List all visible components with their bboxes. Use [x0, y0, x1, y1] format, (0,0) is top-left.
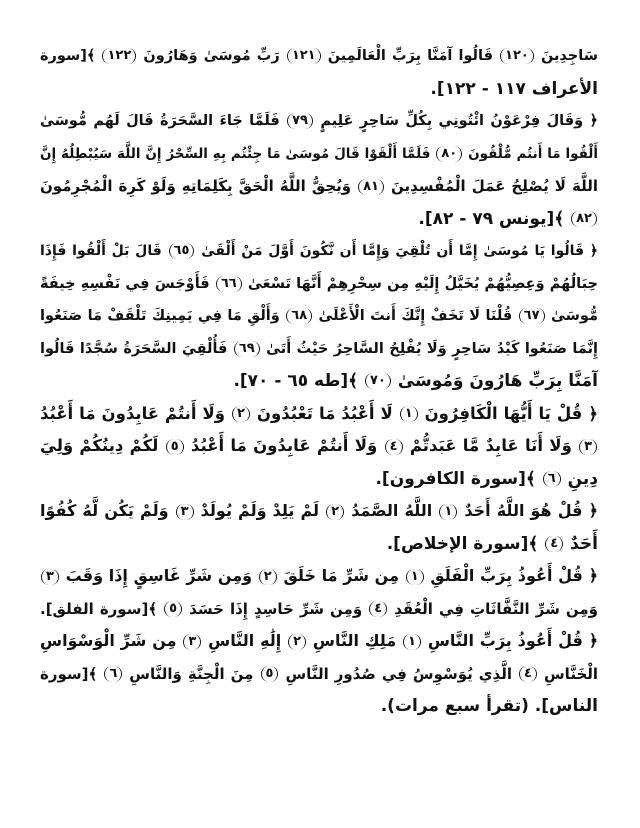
- verse-number-marker: ٦٧: [519, 308, 545, 324]
- verse-number-marker: ٣: [176, 504, 194, 520]
- verse-text: فَلَمَّا أَلْقَوْا قَالَ مُوسَىٰ مَا جِئْتُم بِهِ السِّحْرُ إِنَّ اللَّهَ سَيُبْطِلُهُ إِنَّ: [40, 145, 431, 162]
- verse-text: الَّذِي يُوَسْوِسُ فِي صُدُورِ النَّاسِ: [285, 664, 512, 683]
- verse-text: اللَّهُ الصَّمَدُ: [351, 501, 433, 520]
- text-line: [40, 268, 598, 301]
- text-line: [40, 560, 598, 593]
- verse-text: حِبَالُهُمْ وَعِصِيُّهُمْ يُخَيَّلُ إِلَيْهِ مِن سِحْرِهِمْ أَنَّهَا تَسْعَىٰ: [247, 275, 598, 292]
- text-line: [40, 170, 598, 203]
- verse-number-marker: ٥: [261, 666, 279, 682]
- text-line: [40, 105, 598, 138]
- verse-text: فَأَوْجَسَ فِي نَفْسِهِ خِيفَةً: [40, 275, 210, 292]
- text-line: [40, 398, 598, 431]
- verse-text: دِينِ: [567, 468, 598, 489]
- verse-number-marker: ٢: [232, 406, 250, 422]
- verse-number-marker: ٦٩: [234, 341, 260, 357]
- verse-number-marker: ٤: [545, 536, 563, 552]
- verse-text: ﴿ قَالُوا يَا مُوسَىٰ إِمَّا أَن تُلْقِيَ وَإِمَّا أَن نَّكُونَ أَوَّلَ مَنْ أَلْقَىٰ: [201, 243, 599, 259]
- verse-number-marker: ٤: [519, 666, 537, 682]
- verse-number-marker: ٦٨: [286, 308, 312, 324]
- text-line: [40, 333, 598, 366]
- verse-text: اللَّهَ لَا يُصْلِحُ عَمَلَ الْمُفْسِدِينَ: [391, 177, 598, 195]
- verse-number-marker: ١: [403, 634, 421, 650]
- verse-text: وَمِن شَرِّ حَاسِدٍ إِذَا حَسَدَ: [189, 599, 363, 618]
- verse-number-marker: ٨٢: [571, 211, 597, 227]
- verse-number-marker: ١: [439, 504, 457, 520]
- verse-text: مُّوسَىٰ: [550, 308, 598, 324]
- verse-text: مِن شَرِّ الْوَسْوَاسِ: [40, 631, 177, 650]
- text-line: [40, 73, 598, 106]
- verse-text: ﴿ قُلْ أَعُوذُ بِرَبِّ الْفَلَقِ: [430, 566, 598, 585]
- text-line: [40, 690, 598, 723]
- verse-text: ﴾[سورة الإخلاص].: [386, 533, 539, 554]
- verse-text: وَلَا أَنَا عَابِدٌ مَّا عَبَدتُّمْ: [409, 436, 572, 455]
- verse-number-marker: ٨٠: [436, 146, 462, 162]
- verse-number-marker: ١٢٢: [102, 48, 136, 64]
- text-line: [40, 40, 598, 73]
- verse-number-marker: ٢: [259, 569, 277, 585]
- verse-number-marker: ٧٠: [365, 373, 391, 389]
- verse-text: ﴾[طه ٦٥ - ٧٠].: [233, 371, 359, 391]
- verse-text: ﴾[يونس ٧٩ - ٨٢].: [418, 208, 565, 229]
- verse-number-marker: ١: [400, 406, 418, 422]
- verse-number-marker: ٢: [326, 504, 344, 520]
- verse-text: أَلْقُوا مَا أَنتُم مُّلْقُونَ: [468, 145, 599, 162]
- verse-number-marker: ٥: [166, 439, 184, 455]
- verse-number-marker: ٤: [385, 439, 403, 455]
- verse-text: وَأَلْقِ مَا فِي يَمِينِكَ تَلْقَفْ مَا صَنَعُوا: [40, 308, 280, 324]
- verse-text: إِلَٰهِ النَّاسِ: [208, 631, 282, 650]
- verse-text: مِن شَرِّ مَا خَلَقَ: [283, 566, 399, 585]
- verse-text: ﴾[سورة الكافرون].: [375, 468, 536, 489]
- verse-number-marker: ٦٦: [216, 276, 242, 292]
- text-line: [40, 203, 598, 236]
- text-line: [40, 365, 598, 398]
- text-line: [40, 625, 598, 658]
- verse-text: لَمْ يَلِدْ وَلَمْ يُولَدْ: [200, 501, 320, 520]
- verse-number-marker: ١: [406, 569, 424, 585]
- text-line: [40, 235, 598, 268]
- verse-text: أَحَدٌ: [570, 533, 598, 554]
- text-line: [40, 658, 598, 691]
- verse-text: وَمِن شَرِّ النَّفَّاثَاتِ فِي الْعُقَدِ: [394, 599, 598, 618]
- verse-text: لَا أَعْبُدُ مَا تَعْبُدُونَ: [256, 403, 393, 423]
- verse-text: ﴿ وَقَالَ فِرْعَوْنُ ائْتُونِي بِكُلِّ سَاحِرٍ عَلِيمٍ: [320, 113, 598, 129]
- verse-text: الْخَنَّاسِ: [543, 664, 599, 683]
- verse-number-marker: ٢: [288, 634, 306, 650]
- verse-text: ﴾[سورة الفلق].: [40, 599, 158, 618]
- verse-number-marker: ٧٩: [287, 113, 313, 129]
- verse-text: سَاجِدِينَ: [540, 48, 598, 64]
- verse-text: الناس]. (تقرأ سبع مرات).: [380, 696, 598, 716]
- verse-number-marker: ١٢٠: [500, 48, 534, 64]
- verse-number-marker: ٣: [183, 634, 201, 650]
- verse-text: رَبِّ مُوسَىٰ وَهَارُونَ: [143, 48, 280, 64]
- text-line: [40, 300, 598, 333]
- text-line: [40, 593, 598, 626]
- verse-text: آمَنَّا بِرَبِّ هَارُونَ وَمُوسَىٰ: [397, 371, 598, 391]
- verse-text: إِنَّمَا صَنَعُوا كَيْدُ سَاحِرٍ وَلَا يُفْلِحُ السَّاحِرُ حَيْثُ أَتَىٰ: [266, 340, 598, 357]
- verse-number-marker: ٣: [579, 439, 597, 455]
- verse-text: فَأُلْقِيَ السَّحَرَةُ سُجَّدًا قَالُوا: [40, 340, 228, 357]
- text-block: [40, 40, 598, 723]
- verse-text: ﴾[سورة: [40, 664, 98, 683]
- text-line: [40, 495, 598, 528]
- text-line: [40, 528, 598, 561]
- verse-text: قَالُوا آمَنَّا بِرَبِّ الْعَالَمِينَ: [327, 48, 493, 64]
- verse-text: لَكُمْ دِينُكُمْ وَلِيَ: [40, 436, 159, 455]
- verse-text: وَلَمْ يَكُن لَّهُ كُفُوًا: [40, 501, 169, 520]
- verse-text: وَمِن شَرِّ غَاسِقٍ إِذَا وَقَبَ: [65, 566, 253, 585]
- verse-number-marker: ٨١: [358, 179, 384, 195]
- verse-text: مِنَ الْجِنَّةِ وَالنَّاسِ: [129, 664, 254, 683]
- verse-number-marker: ٦: [104, 666, 122, 682]
- verse-number-marker: ٥: [164, 601, 182, 617]
- verse-number-marker: ٦: [543, 471, 561, 487]
- verse-text: وَيُحِقُّ اللَّهُ الْحَقَّ بِكَلِمَاتِهِ وَلَوْ كَرِهَ الْمُجْرِمُونَ: [40, 177, 352, 195]
- text-line: [40, 430, 598, 463]
- verse-number-marker: ٦٥: [169, 243, 195, 259]
- verse-text: ﴿ قُلْ هُوَ اللَّهُ أَحَدٌ: [464, 501, 598, 520]
- verse-number-marker: ١٢١: [287, 48, 321, 64]
- verse-text: ﴾[سورة: [40, 48, 96, 64]
- text-line: [40, 138, 598, 171]
- verse-text: وَلَا أَنتُمْ عَابِدُونَ مَا أَعْبُدُ: [40, 403, 226, 423]
- verse-text: فَلَمَّا جَاءَ السَّحَرَةُ قَالَ لَهُم مُّوسَىٰ: [40, 113, 280, 129]
- verse-text: قَالَ بَلْ أَلْقُوا فَإِذَا: [40, 243, 162, 259]
- verse-text: مَلِكِ النَّاسِ: [312, 631, 397, 650]
- verse-number-marker: ٤: [369, 601, 387, 617]
- verse-text: ﴿ قُلْ يَا أَيُّهَا الْكَافِرُونَ: [424, 403, 598, 423]
- verse-text: الأعراف ١١٧ - ١٢٢].: [430, 78, 598, 99]
- verse-number-marker: ٣: [41, 569, 59, 585]
- verse-text: قُلْنَا لَا تَخَفْ إِنَّكَ أَنتَ الْأَعْلَىٰ: [318, 308, 513, 324]
- text-line: [40, 463, 598, 496]
- verse-text: وَلَا أَنتُمْ عَابِدُونَ مَا أَعْبُدُ: [190, 436, 378, 455]
- verse-text: ﴿ قُلْ أَعُوذُ بِرَبِّ النَّاسِ: [427, 631, 599, 650]
